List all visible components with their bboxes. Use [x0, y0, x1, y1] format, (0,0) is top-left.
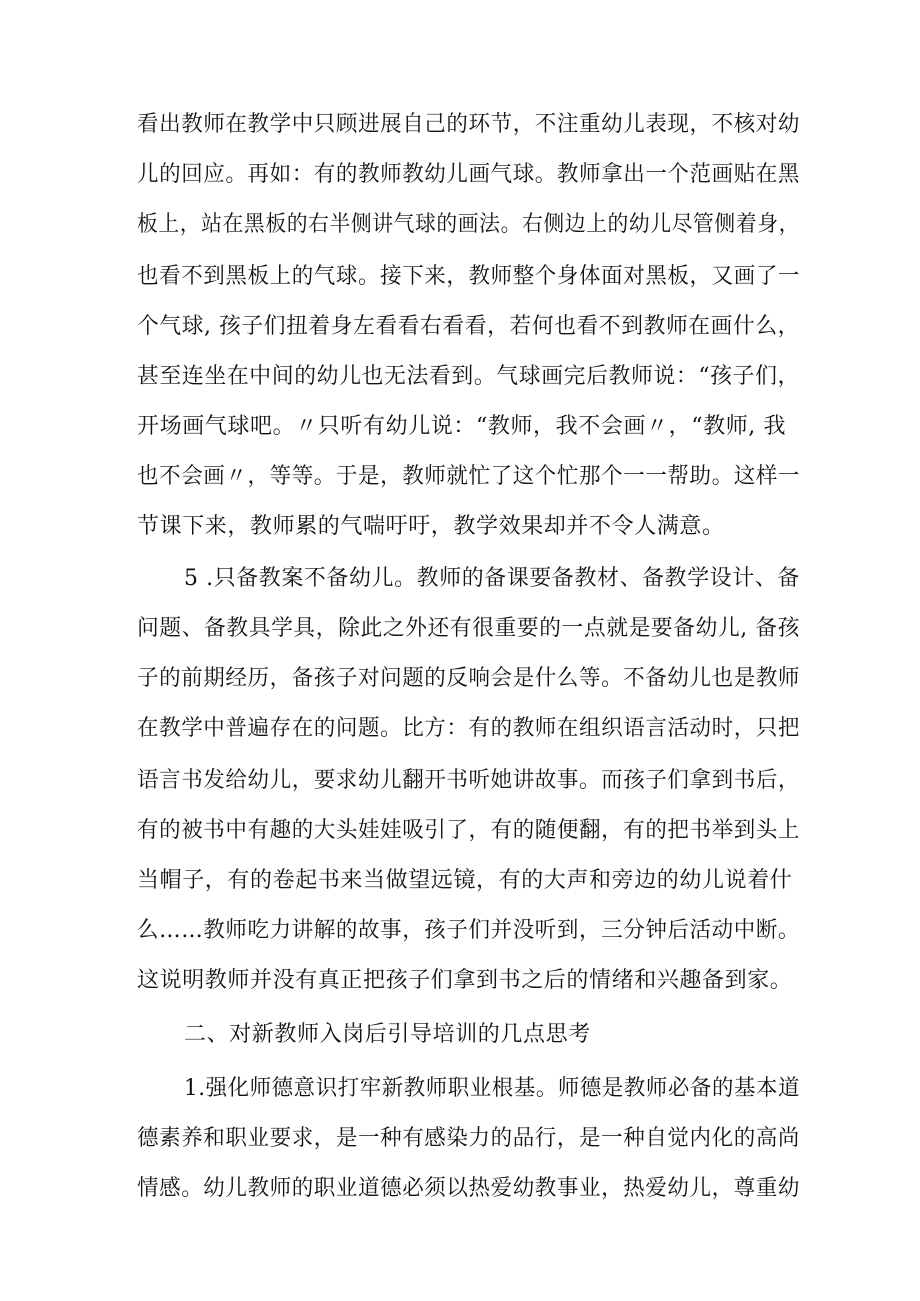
text-line-11: 问题、备教具学具，除此之外还有很重要的一点就是要备幼儿, 备孩 — [137, 616, 801, 641]
text-line-17: 么……教师吃力讲解的故事，孩子们并没听到，三分钟后活动中断。 — [137, 918, 801, 943]
text-line-3: 板上，站在黑板的右半侧讲气球的画法。右侧边上的幼儿尽管侧着身， — [137, 212, 800, 237]
text-line-13: 在教学中普遍存在的问题。比方：有的教师在组织语言活动时，只把 — [137, 716, 801, 741]
text-line-15: 有的被书中有趣的大头娃娃吸引了，有的随便翻，有的把书举到头上 — [137, 818, 801, 843]
text-line-20: 1.强化师德意识打牢新教师职业根基。师德是教师必备的基本道 — [184, 1076, 801, 1101]
section-heading: 二、对新教师入岗后引导培训的几点思考 — [184, 1022, 591, 1047]
text-line-6: 甚至连坐在中间的幼儿也无法看到。气球画完后教师说：“孩子们， — [137, 364, 800, 389]
text-line-12: 子的前期经历，备孩子对问题的反响会是什么等。不备幼儿也是教师 — [137, 666, 801, 691]
text-line-4: 也看不到黑板上的气球。接下来，教师整个身体面对黑板，又画了一 — [137, 264, 801, 289]
text-line-16: 当帽子，有的卷起书来当做望远镜，有的大声和旁边的幼儿说着什 — [137, 868, 793, 893]
text-line-21: 德素养和职业要求，是一种有感染力的品行，是一种自觉内化的高尚 — [137, 1126, 801, 1151]
text-line-8: 也不会画〃，等等。于是，教师就忙了这个忙那个一一帮助。这样一 — [137, 464, 801, 489]
text-line-22: 情感。幼儿教师的职业道德必须以热爱幼教事业，热爱幼儿，尊重幼 — [137, 1176, 801, 1201]
text-line-14: 语言书发给幼儿，要求幼儿翻开书听她讲故事。而孩子们拿到书后， — [137, 768, 801, 793]
text-line-9: 节课下来，教师累的气喘吁吁，教学效果却并不令人满意。 — [137, 514, 725, 539]
text-line-1: 看出教师在教学中只顾进展自己的环节，不注重幼儿表现，不核对幼 — [137, 112, 801, 137]
text-line-18: 这说明教师并没有真正把孩子们拿到书之后的情绪和兴趣备到家。 — [137, 968, 793, 993]
text-line-7: 开场画气球吧。〃只听有幼儿说：“教师，我不会画〃，“教师, 我 — [137, 414, 787, 439]
text-line-2: 儿的回应。再如：有的教师教幼儿画气球。教师拿出一个范画贴在黑 — [137, 162, 801, 187]
text-line-5: 个气球, 孩子们扭着身左看看右看看，若何也看不到教师在画什么， — [137, 314, 801, 339]
text-line-10: 5 .只备教案不备幼儿。教师的备课要备教材、备教学设计、备 — [184, 566, 800, 591]
